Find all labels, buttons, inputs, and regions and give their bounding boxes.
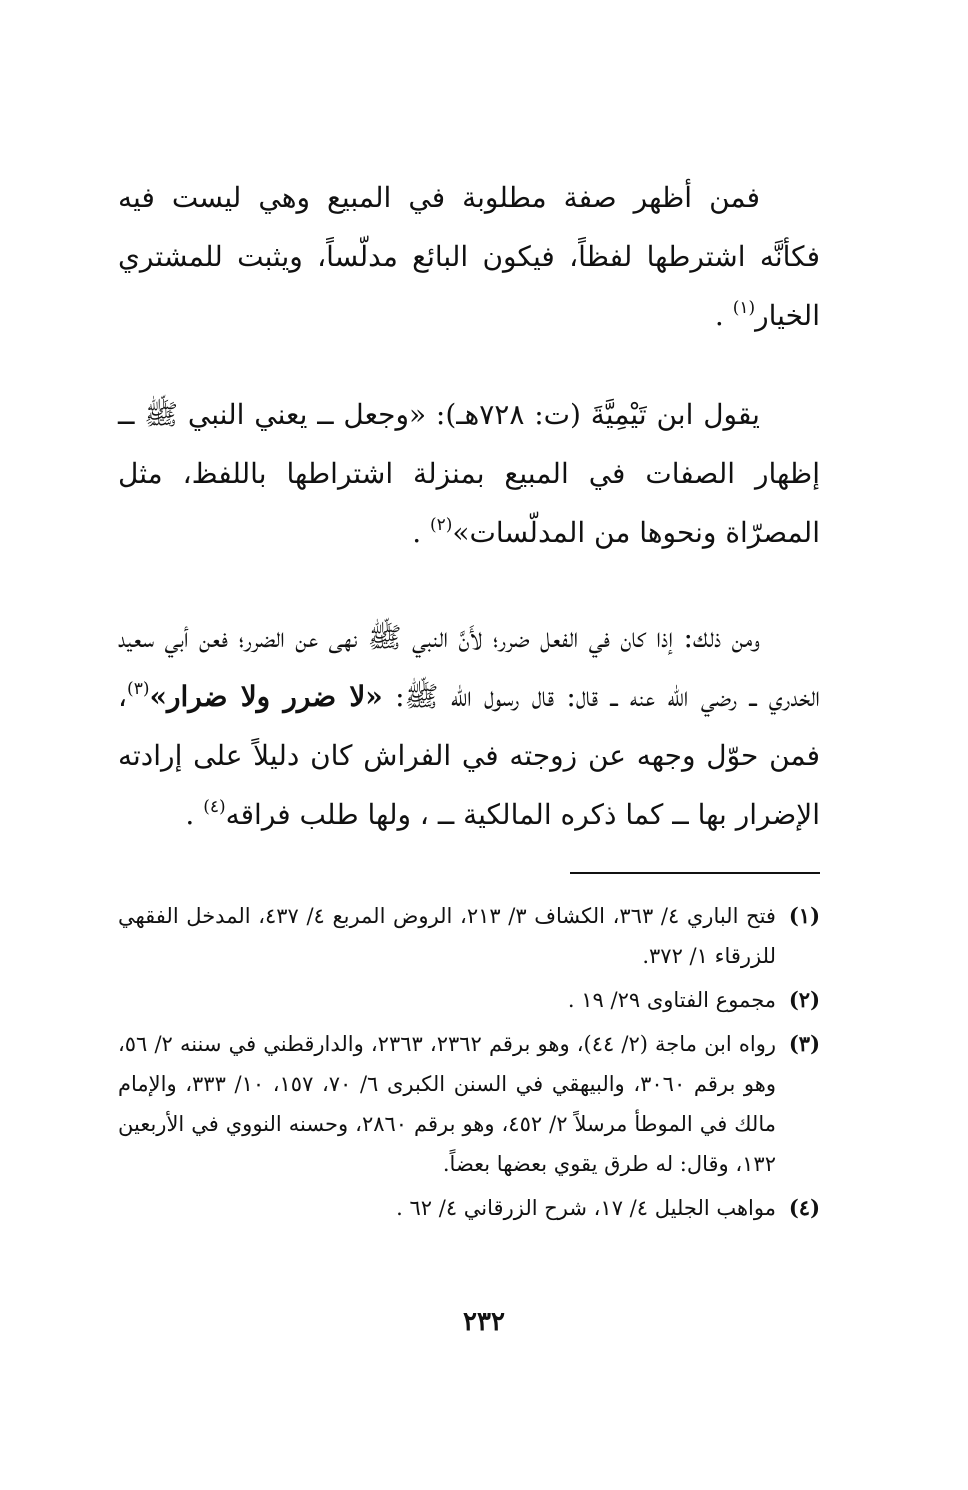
paragraph-3-end: . [185, 798, 204, 831]
paragraph-3-middle: ، فمن حوّل وجهه عن زوجته في الفراش كان دليلاً على إرادته الإضرار بها ــ كما ذكره المالكية ــ ، ولها طلب فراقه [118, 680, 820, 831]
footnote-separator-wrap [118, 872, 820, 874]
hadith-quote: «لا ضرر ولا ضرار» [149, 680, 383, 713]
paragraph-1 [118, 168, 820, 345]
footnote-1-number: (١) [788, 903, 820, 928]
footnote-4-number: (٤) [788, 1195, 820, 1220]
footnote-1-text: فتح الباري ٤/ ٣٦٣، الكشاف ٣/ ٢١٣، الروض المربع ٤/ ٤٣٧، المدخل الفقهي للزرقاء ١/ ٣٧٢. [118, 904, 776, 968]
footnote-2-number: (٢) [788, 987, 820, 1012]
footnote-2 [118, 980, 820, 1020]
footnote-ref-3[interactable]: (٣) [127, 679, 150, 699]
paragraph-2 [118, 385, 820, 562]
footnote-3-text: رواه ابن ماجة (٢/ ٤٤)، وهو برقم ٢٣٦٢، ٢٣٦٣، والدارقطني في سننه ٢/ ٥٦، وهو برقم ٣٠٦٠، والبيهقي في السنن الكبرى ٦/ ٧٠، ١٥٧، ١٠/ ٣٣٣، والإمام مالك في الموطأ مرسلاً ٢/ ٤٥٢، وهو برقم ٢٨٦٠، وحسنه النووي في الأربعين ١٣٢، وقال: له طرق يقوي بعضها بعضاً. [118, 1032, 776, 1176]
footnote-4-text: مواهب الجليل ٤/ ١٧، شرح الزرقاني ٤/ ٦٢ . [396, 1196, 776, 1220]
footnote-1 [118, 896, 820, 976]
paragraph-1-text: فمن أظهر صفة مطلوبة في المبيع وهي ليست فيه فكأنَّه اشترطها لفظاً، فيكون البائع مدلّساً، ويثبت للمشتري الخيار [118, 181, 820, 332]
footnote-3 [118, 1024, 820, 1184]
footnote-separator [570, 872, 820, 874]
footnote-ref-4[interactable]: (٤) [203, 797, 226, 817]
footnotes [118, 896, 820, 1228]
footnote-2-text: مجموع الفتاوى ٢٩/ ١٩ . [567, 988, 776, 1012]
paragraph-2-text: يقول ابن تَيْمِيَّةَ (ت: ٧٢٨هـ): «وجعل ــ يعني النبي ﷺ ــ إظهار الصفات في المبيع بمنزلة اشتراطها باللفظ، مثل المصرّاة ونحوها من المدلّسات» [118, 398, 820, 549]
footnote-3-number: (٣) [788, 1031, 820, 1056]
footnote-4 [118, 1188, 820, 1228]
paragraph-1-end: . [714, 299, 733, 332]
paragraph-3 [118, 608, 820, 844]
paragraph-2-end: . [412, 516, 430, 549]
footnote-ref-2[interactable]: (٢) [430, 515, 453, 535]
paragraph-3-text: ومن ذلك: إذا كان في الفعل ضرر؛ لأَنَّ النبي ﷺ نهى عن الضرر؛ فعن أبي سعيد الخدري ــ رضي الله عنه ــ قال: قال رسول الله ﷺ: [118, 621, 820, 713]
page-body [118, 168, 820, 1232]
page-number: ٢٣٢ [463, 1307, 505, 1337]
footnote-ref-1[interactable]: (١) [732, 298, 756, 318]
